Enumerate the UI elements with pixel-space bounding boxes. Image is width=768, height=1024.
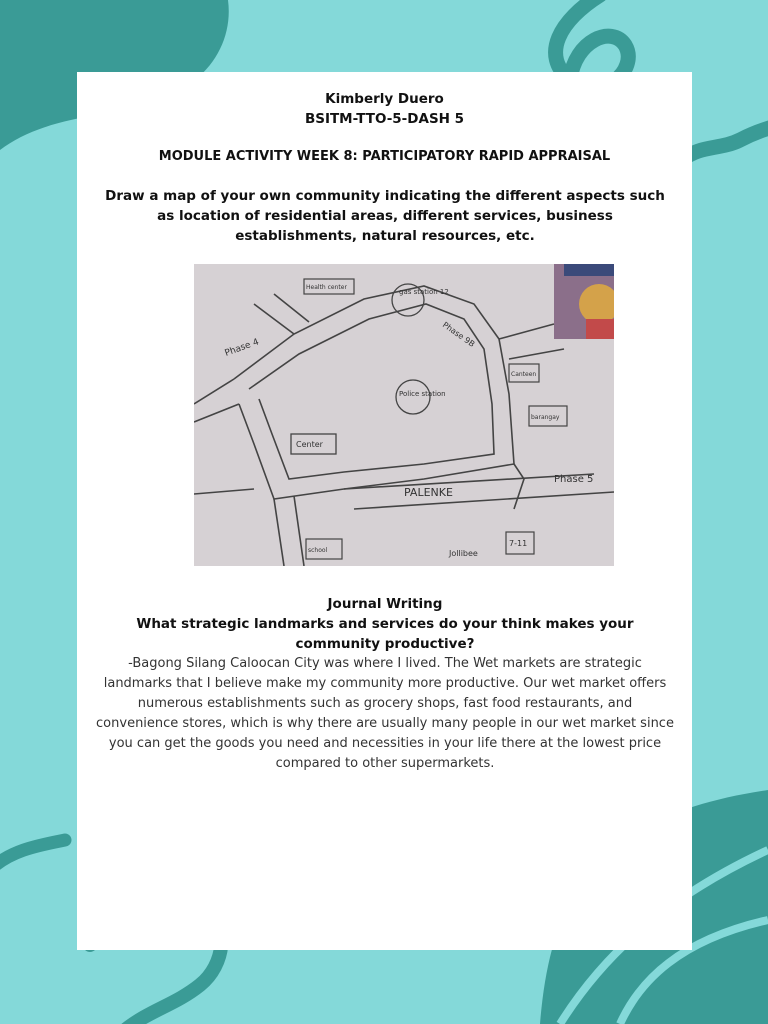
journal-question: What strategic landmarks and services do your think makes your community productive?	[136, 616, 634, 652]
map-label-school: school	[308, 547, 328, 554]
map-label-phase5: Phase 5	[554, 474, 594, 485]
map-label-phase9b: Phase 9B	[440, 320, 477, 349]
map-label-jollibee: Jollibee	[449, 549, 478, 558]
left-squiggle	[0, 840, 65, 870]
activity-title: MODULE ACTIVITY WEEK 8: PARTICIPATORY RAPID APPRAISAL	[158, 149, 611, 164]
journal-answer: -Bagong Silang Caloocan City was where I lived. The Wet markets are strategic landmarks that I believe make my community more productive. Our wet market offers numerous establishments such as grocery shops, fast food restaurants, and convenience stores, which is why there are usually many people in our wet market since you can get the goods you need and necessities in your life there at the lowest price compared to other supermarkets.	[96, 656, 674, 771]
right-squiggle	[682, 125, 768, 160]
map-label-health-center: Health center	[306, 284, 347, 291]
map-label-police-station: Police station	[399, 390, 446, 398]
map-label-711: 7-11	[509, 539, 528, 548]
journal-heading: Journal Writing	[327, 596, 443, 612]
document-page	[77, 72, 692, 950]
instructions-text: Draw a map of your own community indicating the different aspects such as location of residential areas, different services, business establishments, natural resources, etc.	[105, 188, 665, 244]
author-block	[77, 89, 692, 129]
map-label-gas-station: gas station 12	[399, 288, 449, 296]
section-code: BSITM-TTO-5-DASH 5	[304, 111, 465, 127]
map-label-barangay: barangay	[531, 414, 560, 421]
community-map-photo	[194, 264, 614, 566]
map-label-center: Center	[296, 440, 323, 449]
map-label-phase4: Phase 4	[223, 337, 261, 359]
author-name: Kimberly Duero	[325, 91, 444, 107]
journal-section	[95, 594, 675, 774]
map-label-palengke: PALENKE	[404, 486, 453, 499]
map-label-canteen: Canteen	[511, 371, 537, 378]
